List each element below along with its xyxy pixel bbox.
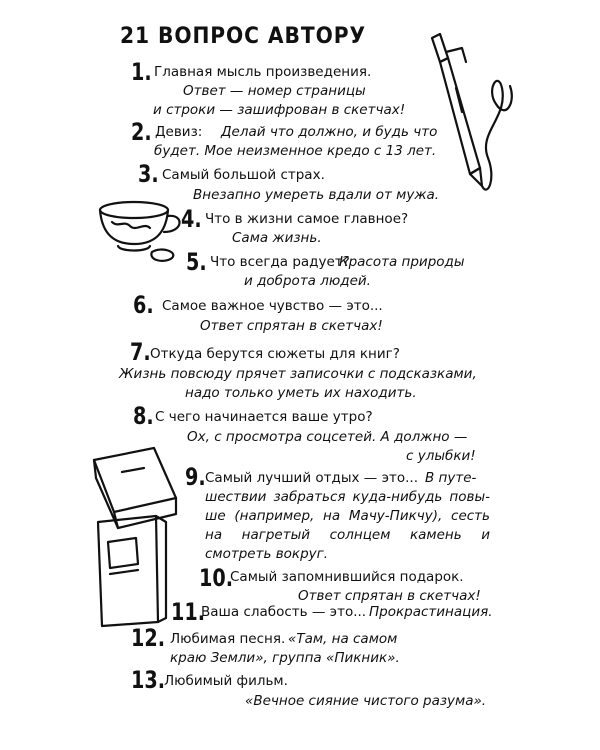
answer-paragraph: шествии забраться куда-нибудь повы- ше (например, на Мачу-Пикчу), сесть на нагретый солнцем камень и смотреть вокруг.: [205, 489, 490, 562]
answer-line: «Там, на самом: [288, 631, 398, 647]
answer-line: Сама жизнь.: [232, 230, 322, 246]
question: Любимый фильм.: [164, 673, 288, 689]
item-number: 3.: [138, 160, 159, 188]
item-number: 12.: [131, 624, 166, 652]
answer-line: краю Земли», группа «Пикник».: [170, 650, 400, 666]
question: Самый запомнившийся подарок.: [230, 569, 464, 585]
question: Что в жизни самое главное?: [205, 211, 409, 227]
answer-line: Жизнь повсюду прячет записочки с подсказками,: [119, 366, 477, 382]
question: Откуда берутся сюжеты для книг?: [150, 346, 400, 362]
answer-line: Красота природы: [339, 254, 465, 270]
item-number: 2.: [131, 118, 152, 146]
answer-line: Прокрастинация.: [369, 604, 493, 620]
answer-line: надо только уметь их находить.: [185, 385, 417, 401]
answer-line: Делай что должно, и будь что: [221, 124, 438, 140]
item-number: 4.: [181, 205, 202, 233]
answer-line: с улыбки!: [406, 448, 476, 464]
question: С чего начинается ваше утро?: [155, 409, 373, 425]
item-number: 6.: [133, 291, 154, 319]
answer-line: будет. Мое неизменное кредо с 13 лет.: [154, 143, 437, 159]
answer-line: «Вечное сияние чистого разума».: [245, 693, 487, 709]
answer-line: Ответ спрятан в скетчах!: [298, 588, 481, 604]
question: Что всегда радует?: [210, 254, 350, 270]
item-number: 5.: [186, 248, 207, 276]
question: Девиз:: [155, 124, 203, 140]
item-number: 10.: [199, 564, 234, 592]
page-title: 21 ВОПРОС АВТОРУ: [120, 24, 366, 49]
question: Самый большой страх.: [162, 167, 325, 183]
answer-line: и доброта людей.: [244, 273, 371, 289]
answer-line: Ответ — номер страницы: [183, 83, 366, 99]
answer-line: Ох, с просмотра соцсетей. А должно —: [187, 429, 468, 445]
question: Самый лучший отдых — это...: [205, 470, 418, 486]
answer-line: и строки — зашифрован в скетчах!: [153, 102, 406, 118]
item-number: 7.: [130, 338, 151, 366]
answer-line: Внезапно умереть вдали от мужа.: [193, 187, 440, 203]
question: Самое важное чувство — это...: [162, 298, 383, 314]
item-number: 9.: [185, 463, 206, 491]
pen-icon: [418, 28, 518, 203]
teacup-icon: [92, 196, 192, 266]
notebook-icon: [84, 442, 184, 632]
question: Любимая песня.: [170, 631, 286, 647]
answer-line: В путе-: [425, 470, 477, 486]
answer-line: Ответ спрятан в скетчах!: [200, 318, 383, 334]
question: Главная мысль произведения.: [154, 64, 372, 80]
item-number: 8.: [133, 402, 154, 430]
question: Ваша слабость — это...: [201, 604, 367, 620]
item-number: 13.: [131, 666, 166, 694]
item-number: 1.: [131, 58, 152, 86]
item-number: 11.: [171, 598, 206, 626]
